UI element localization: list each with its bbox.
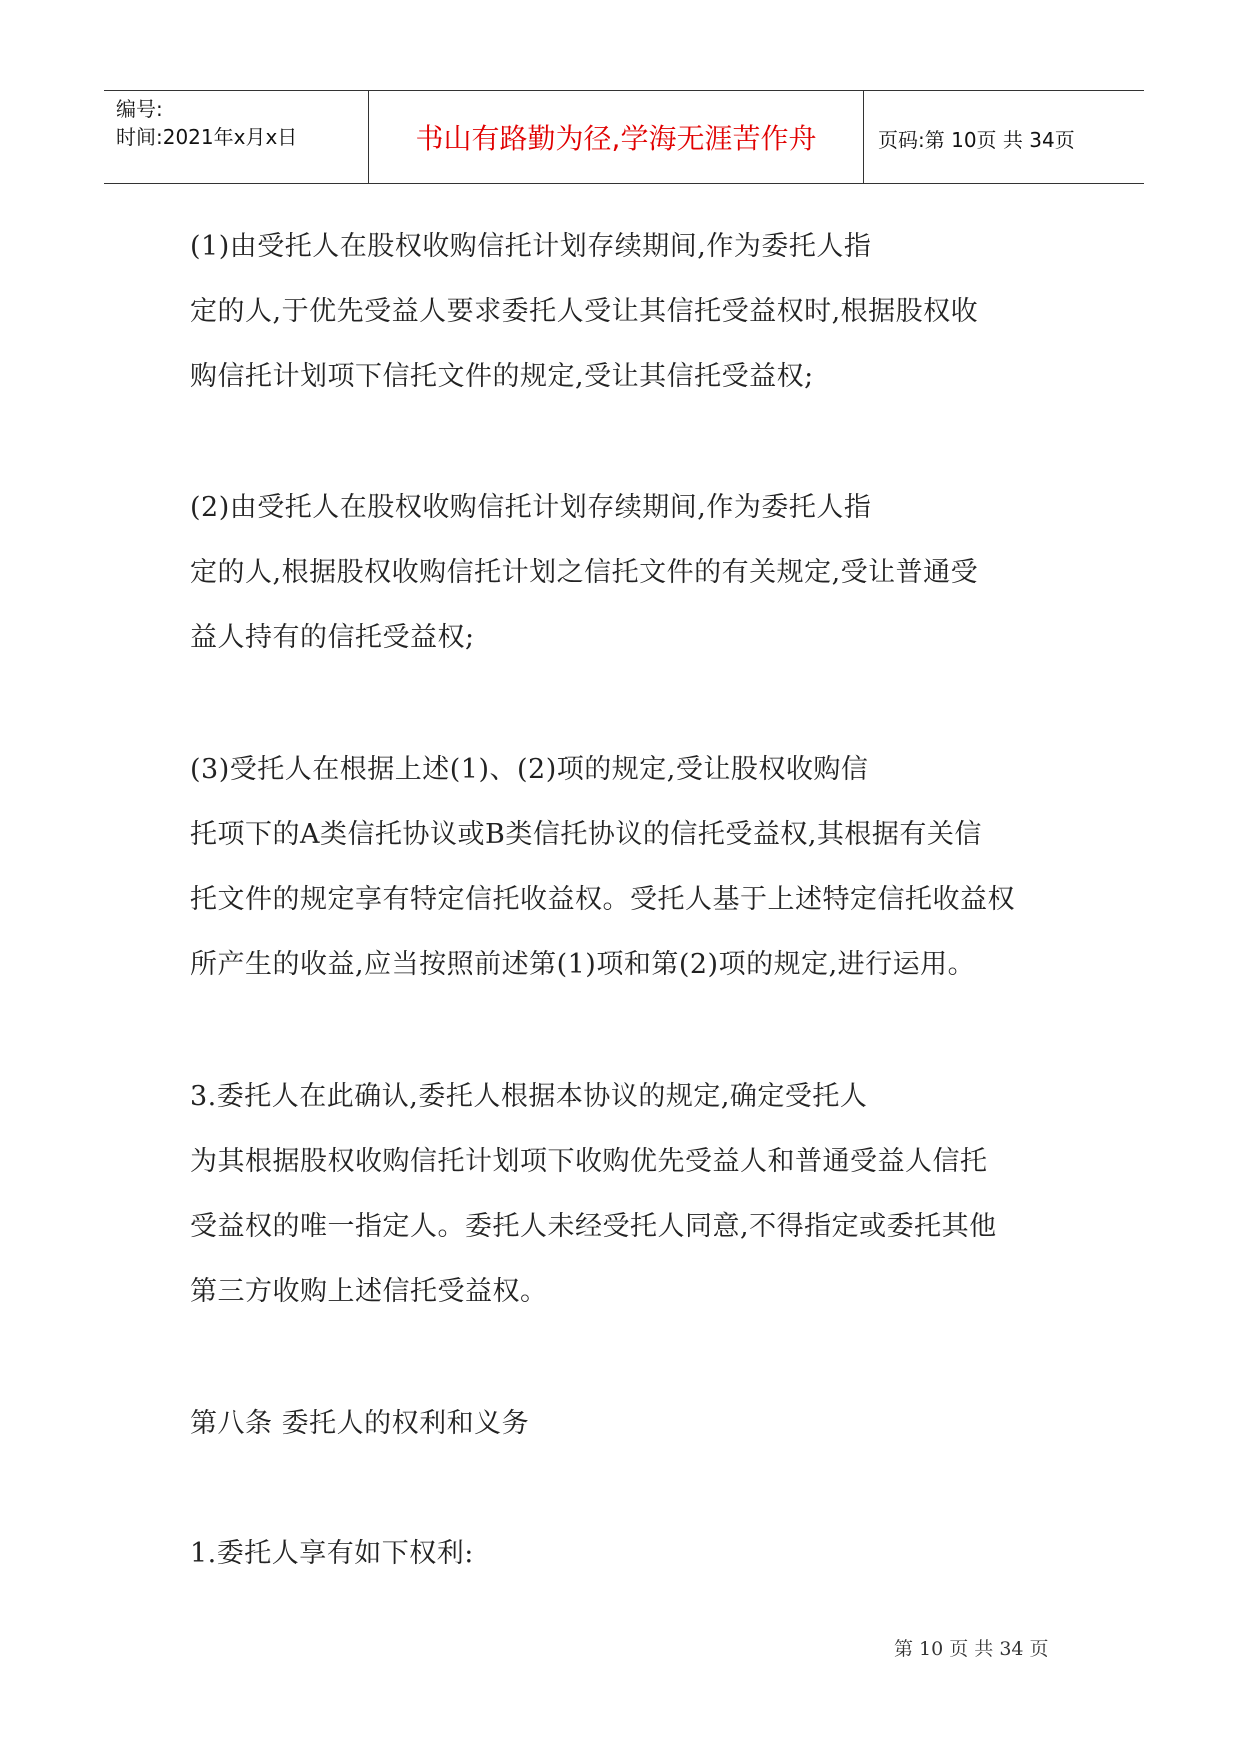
paragraph-line: 所产生的收益,应当按照前述第(1)项和第(2)项的规定,进行运用。	[190, 949, 976, 980]
paragraph-line: (2)由受托人在股权收购信托计划存续期间,作为委托人指	[190, 492, 872, 523]
paragraph-line: 1.委托人享有如下权利:	[190, 1538, 474, 1569]
paragraph-line: 托文件的规定享有特定信托收益权。受托人基于上述特定信托收益权	[190, 884, 1015, 915]
document-header	[104, 90, 1144, 184]
header-meta-cell	[104, 91, 368, 183]
paragraph-line: 益人持有的信托受益权;	[190, 622, 475, 653]
paragraph-line: 第三方收购上述信托受益权。	[190, 1276, 548, 1307]
header-motto-cell	[368, 91, 864, 183]
paragraph-line: 为其根据股权收购信托计划项下收购优先受益人和普通受益人信托	[190, 1146, 988, 1177]
paragraph-line: 定的人,根据股权收购信托计划之信托文件的有关规定,受让普通受	[190, 557, 979, 588]
header-page-info: 页码:第 10页 共 34页	[878, 128, 1075, 152]
paragraph-line: 托项下的A类信托协议或B类信托协议的信托受益权,其根据有关信	[190, 819, 982, 850]
section-title: 第八条 委托人的权利和义务	[190, 1408, 530, 1439]
paragraph-line: 购信托计划项下信托文件的规定,受让其信托受益权;	[190, 361, 814, 392]
article-heading	[190, 1391, 1060, 1456]
paragraph-line: 受益权的唯一指定人。委托人未经受托人同意,不得指定或委托其他	[190, 1211, 997, 1242]
paragraph-3	[190, 737, 1060, 997]
document-time-label: 时间:2021年x月x日	[116, 125, 298, 149]
paragraph-5	[190, 1521, 1060, 1586]
paragraph-line: 3.委托人在此确认,委托人根据本协议的规定,确定受托人	[190, 1081, 868, 1112]
page-footer: 第 10 页 共 34 页	[894, 1638, 1049, 1660]
paragraph-line: (3)受托人在根据上述(1)、(2)项的规定,受让股权收购信	[190, 754, 869, 785]
paragraph-4	[190, 1064, 1060, 1324]
header-motto: 书山有路勤为径,学海无涯苦作舟	[415, 122, 817, 155]
document-number-label: 编号:	[116, 97, 163, 121]
paragraph-2	[190, 475, 1060, 670]
paragraph-line: 定的人,于优先受益人要求委托人受让其信托受益权时,根据股权收	[190, 296, 979, 327]
header-page-cell	[864, 91, 1144, 183]
paragraph-line: (1)由受托人在股权收购信托计划存续期间,作为委托人指	[190, 231, 872, 262]
paragraph-1	[190, 214, 1060, 409]
